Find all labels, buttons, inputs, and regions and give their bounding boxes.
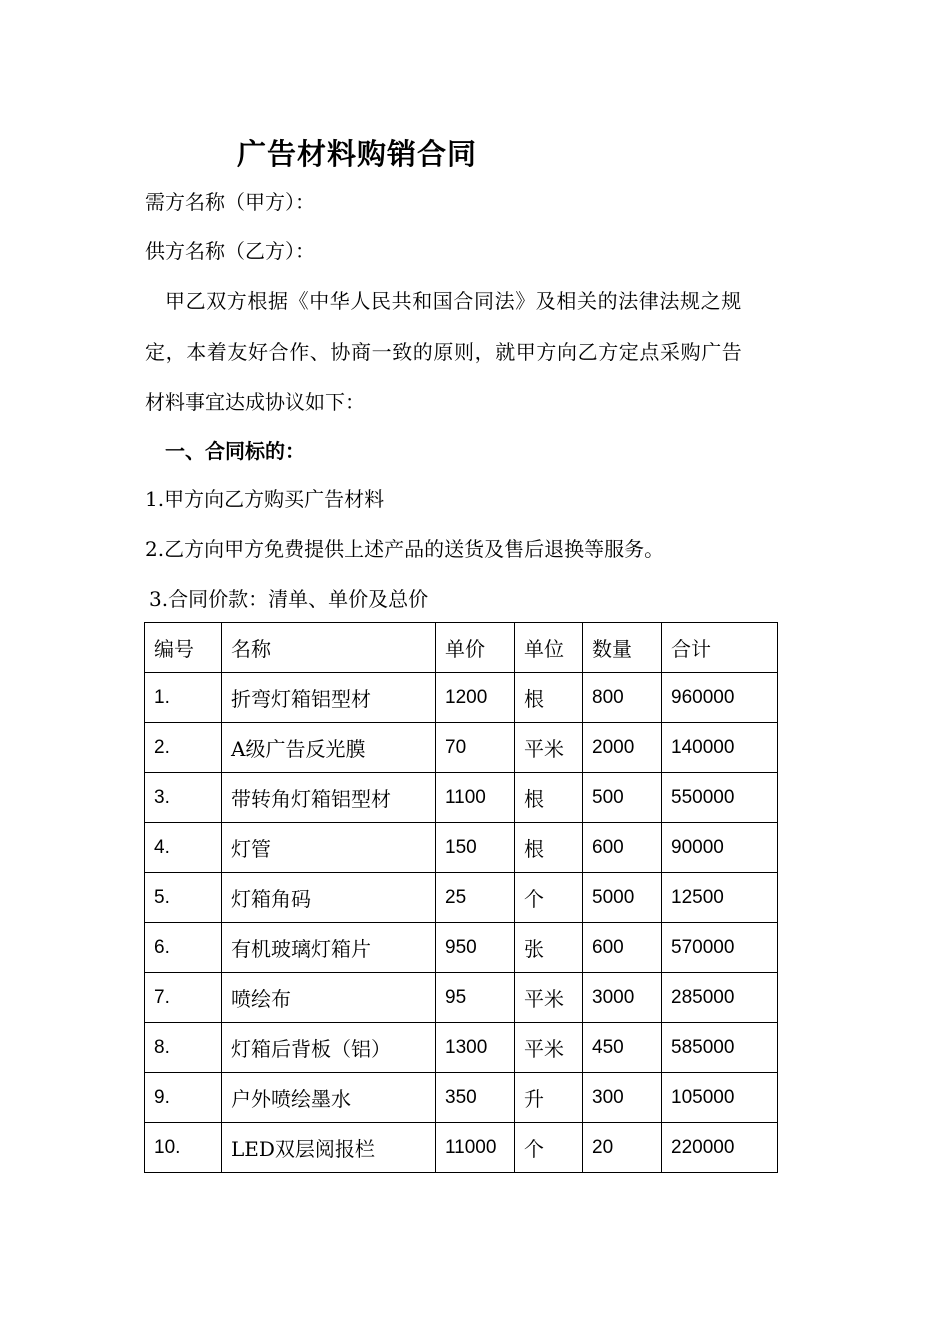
cell-name: 灯箱角码 bbox=[222, 873, 436, 923]
cell-number: 2. bbox=[145, 723, 222, 773]
cell-number: 6. bbox=[145, 923, 222, 973]
header-unit-price: 单价 bbox=[436, 623, 515, 673]
cell-quantity: 20 bbox=[583, 1123, 662, 1173]
cell-unit-price: 11000 bbox=[436, 1123, 515, 1173]
clause-item-1: 1.甲方向乙方购买广告材料 bbox=[145, 487, 385, 511]
header-total: 合计 bbox=[662, 623, 778, 673]
cell-unit: 升 bbox=[515, 1073, 583, 1123]
intro-paragraph-line-2: 定，本着友好合作、协商一致的原则，就甲方向乙方定点采购广告 bbox=[145, 340, 743, 364]
cell-unit-price: 95 bbox=[436, 973, 515, 1023]
cell-name: 有机玻璃灯箱片 bbox=[222, 923, 436, 973]
cell-total: 90000 bbox=[662, 823, 778, 873]
cell-total: 105000 bbox=[662, 1073, 778, 1123]
cell-number: 5. bbox=[145, 873, 222, 923]
cell-name: 灯箱后背板（铝） bbox=[222, 1023, 436, 1073]
cell-unit: 平米 bbox=[515, 723, 583, 773]
cell-unit: 平米 bbox=[515, 1023, 583, 1073]
table-row bbox=[145, 923, 778, 973]
header-unit: 单位 bbox=[515, 623, 583, 673]
table-row bbox=[145, 1023, 778, 1073]
table-row bbox=[145, 873, 778, 923]
cell-unit-price: 70 bbox=[436, 723, 515, 773]
cell-unit: 张 bbox=[515, 923, 583, 973]
party-b-line: 供方名称（乙方）： bbox=[145, 239, 315, 263]
table-row bbox=[145, 773, 778, 823]
cell-unit: 个 bbox=[515, 873, 583, 923]
cell-total: 12500 bbox=[662, 873, 778, 923]
cell-total: 285000 bbox=[662, 973, 778, 1023]
section-heading: 一、合同标的： bbox=[165, 439, 305, 463]
intro-paragraph-line-1: 甲乙双方根据《中华人民共和国合同法》及相关的法律法规之规 bbox=[165, 289, 742, 313]
cell-unit-price: 1300 bbox=[436, 1023, 515, 1073]
cell-name: 灯管 bbox=[222, 823, 436, 873]
cell-number: 1. bbox=[145, 673, 222, 723]
clause-item-2: 2.乙方向甲方免费提供上述产品的送货及售后退换等服务。 bbox=[145, 537, 665, 561]
cell-number: 9. bbox=[145, 1073, 222, 1123]
cell-total: 585000 bbox=[662, 1023, 778, 1073]
cell-unit-price: 150 bbox=[436, 823, 515, 873]
cell-name: 户外喷绘墨水 bbox=[222, 1073, 436, 1123]
cell-quantity: 450 bbox=[583, 1023, 662, 1073]
cell-quantity: 3000 bbox=[583, 973, 662, 1023]
cell-name: 带转角灯箱铝型材 bbox=[222, 773, 436, 823]
cell-total: 570000 bbox=[662, 923, 778, 973]
cell-unit: 平米 bbox=[515, 973, 583, 1023]
table-row bbox=[145, 673, 778, 723]
cell-total: 220000 bbox=[662, 1123, 778, 1173]
cell-total: 140000 bbox=[662, 723, 778, 773]
cell-name: LED双层阅报栏 bbox=[222, 1123, 436, 1173]
cell-name: 喷绘布 bbox=[222, 973, 436, 1023]
cell-unit: 根 bbox=[515, 773, 583, 823]
cell-quantity: 800 bbox=[583, 673, 662, 723]
cell-name: 折弯灯箱铝型材 bbox=[222, 673, 436, 723]
table-row bbox=[145, 1073, 778, 1123]
cell-quantity: 500 bbox=[583, 773, 662, 823]
clause-item-3: 3.合同价款：清单、单价及总价 bbox=[149, 587, 429, 611]
cell-number: 7. bbox=[145, 973, 222, 1023]
cell-quantity: 600 bbox=[583, 823, 662, 873]
cell-total: 550000 bbox=[662, 773, 778, 823]
intro-paragraph-line-3: 材料事宜达成协议如下： bbox=[145, 390, 365, 414]
cell-quantity: 300 bbox=[583, 1073, 662, 1123]
cell-number: 4. bbox=[145, 823, 222, 873]
cell-quantity: 5000 bbox=[583, 873, 662, 923]
header-quantity: 数量 bbox=[583, 623, 662, 673]
cell-number: 3. bbox=[145, 773, 222, 823]
cell-unit-price: 350 bbox=[436, 1073, 515, 1123]
header-number: 编号 bbox=[145, 623, 222, 673]
cell-unit: 根 bbox=[515, 823, 583, 873]
cell-unit-price: 1100 bbox=[436, 773, 515, 823]
cell-number: 10. bbox=[145, 1123, 222, 1173]
party-a-line: 需方名称（甲方）： bbox=[145, 190, 315, 214]
table-header-row bbox=[145, 623, 778, 673]
table-row bbox=[145, 973, 778, 1023]
table-row bbox=[145, 823, 778, 873]
cell-total: 960000 bbox=[662, 673, 778, 723]
table-row bbox=[145, 1123, 778, 1173]
cell-number: 8. bbox=[145, 1023, 222, 1073]
document-title: 广告材料购销合同 bbox=[237, 137, 478, 171]
cell-quantity: 600 bbox=[583, 923, 662, 973]
cell-name: A级广告反光膜 bbox=[222, 723, 436, 773]
table-row bbox=[145, 723, 778, 773]
cell-quantity: 2000 bbox=[583, 723, 662, 773]
cell-unit: 个 bbox=[515, 1123, 583, 1173]
price-list-table bbox=[144, 622, 778, 1173]
cell-unit-price: 1200 bbox=[436, 673, 515, 723]
cell-unit: 根 bbox=[515, 673, 583, 723]
header-name: 名称 bbox=[222, 623, 436, 673]
cell-unit-price: 25 bbox=[436, 873, 515, 923]
cell-unit-price: 950 bbox=[436, 923, 515, 973]
